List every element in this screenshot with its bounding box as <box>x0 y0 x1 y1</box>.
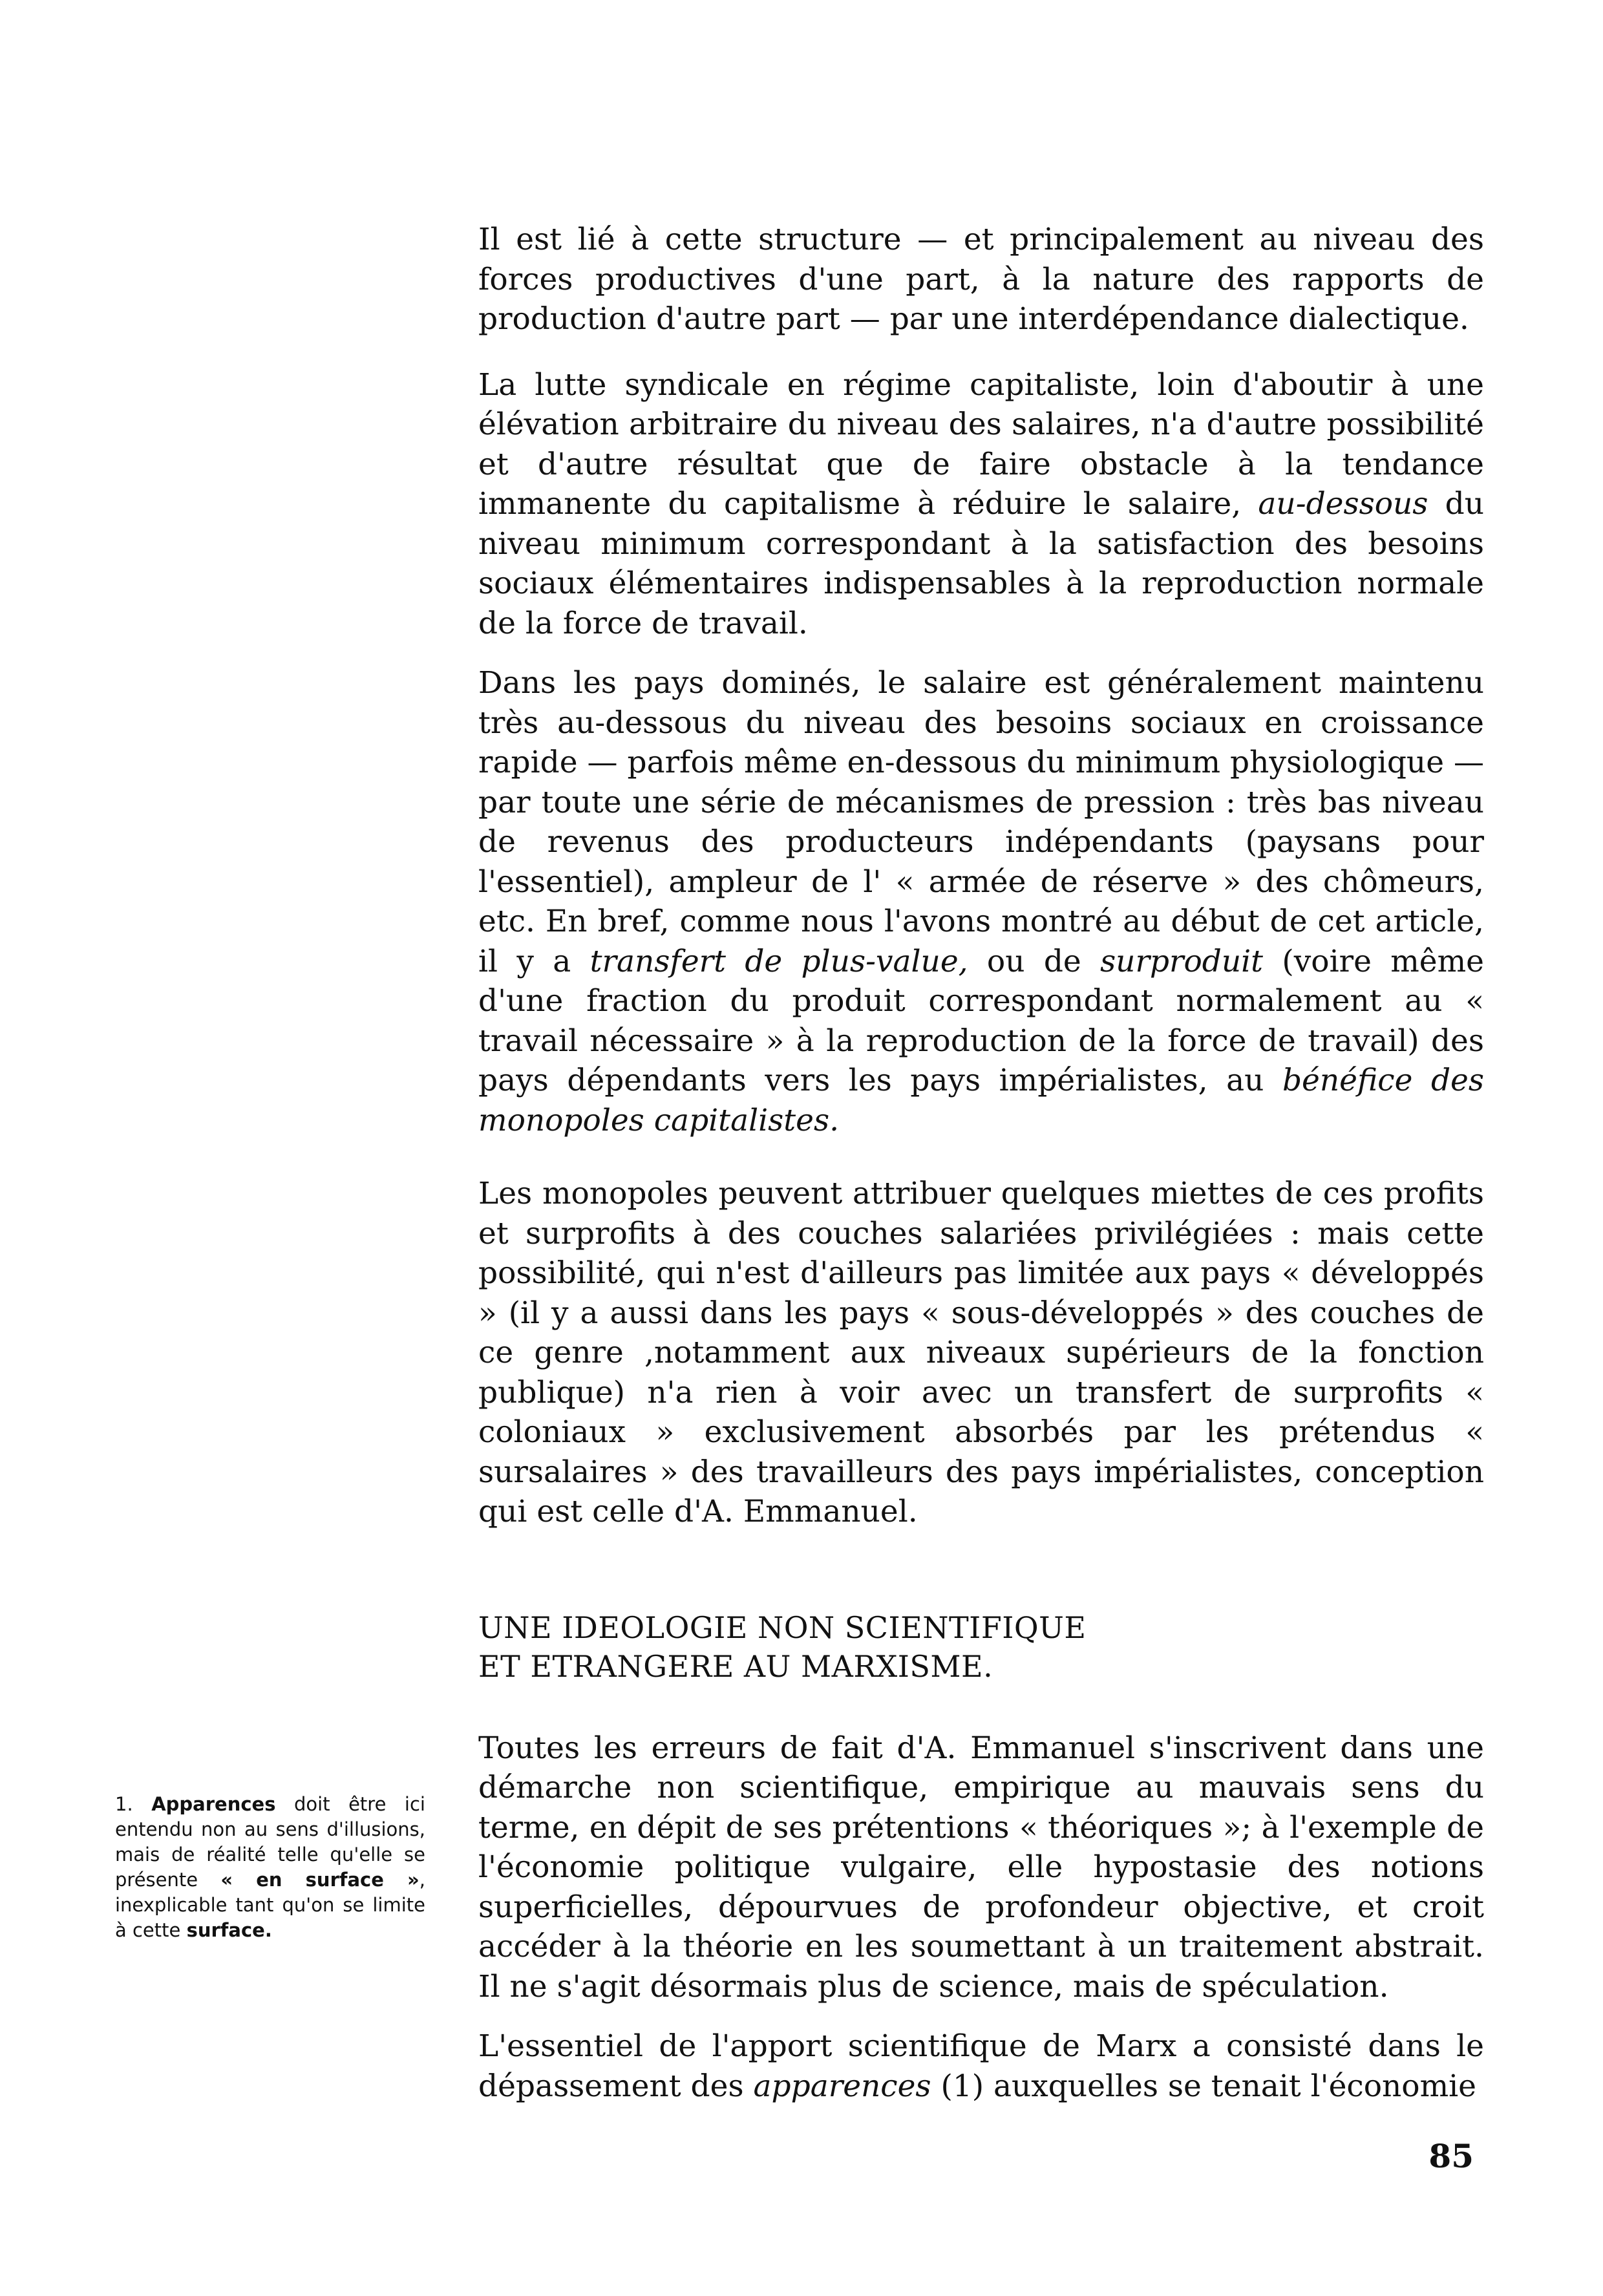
paragraph-3-text-b: ou de <box>968 943 1101 979</box>
paragraph-6 <box>478 2026 1484 2106</box>
paragraph-1: Il est lié à cette structure — et principalement au niveau des forces productives d'une part, à la nature des rapports de production d'autre part — par une interdépendance dialectique. <box>478 222 1484 337</box>
paragraph-3-text-c: (voire même d'une fraction du produit correspondant normalement au « travail nécessaire » à la reproduction de la force de travail) des pays dépendants vers les pays impérialistes, au <box>478 943 1484 1098</box>
footnote-term: Apparences <box>151 1793 276 1815</box>
section-heading-line-2: ET ETRANGERE AU MARXISME. <box>478 1648 993 1684</box>
section-heading-line-1: UNE IDEOLOGIE NON SCIENTIFIQUE <box>478 1610 1087 1645</box>
paragraph-3 <box>478 663 1484 1140</box>
footnote-text-b: , inexplicable tant qu'on se limite à cette <box>115 1869 426 1941</box>
paragraph-3-text-a: Dans les pays dominés, le salaire est généralement maintenu très au-dessous du niveau des besoins sociaux en croissance rapide — parfois même en-dessous du minimum physiologique — par toute une série de mécanismes de pression : très bas niveau de revenus des producteurs indépendants (paysans pour l'essentiel), ampleur de l' « armée de réserve » des chômeurs, etc. En bref, comme nous l'avons montré au début de cet article, il y a <box>478 665 1484 979</box>
paragraph-6-text-b: (1) auxquelles se tenait l'économie <box>931 2068 1476 2104</box>
main-text-column <box>478 220 1484 2126</box>
footnote <box>115 1792 425 1943</box>
paragraph-6-text-a: L'essentiel de l'apport scientifique de Marx a consisté dans le dépassement des <box>478 2028 1484 2104</box>
paragraph-3-italic-c: bénéfice des monopoles capitalistes. <box>478 1063 1484 1138</box>
footnote-bold-b: surface. <box>186 1919 272 1941</box>
paragraph-3-italic-a: transfert de plus-value, <box>589 943 968 979</box>
paragraph-5: Toutes les erreurs de fait d'A. Emmanuel s'inscrivent dans une démarche non scientifique, empirique au mauvais sens du terme, en dépit de ses prétentions « théoriques »; à l'exemple de l'économie politique vulgaire, elle hypostasie des notions superficielles, dépourvues de profondeur objective, et croit accéder à la théorie en les soumettant à un traitement abstrait. Il ne s'agit désormais plus de science, mais de spéculation. <box>478 1730 1484 2004</box>
footnote-number: 1. <box>115 1793 133 1815</box>
paragraph-2-italic: au-dessous <box>1258 486 1428 522</box>
paragraph-6-italic: apparences <box>753 2068 931 2104</box>
section-heading <box>478 1608 1484 1686</box>
page-number: 85 <box>1428 2137 1474 2175</box>
paragraph-2-text-b: du niveau minimum correspondant à la satisfaction des besoins sociaux élémentaires indispensables à la reproduction normale de la force de travail. <box>478 486 1484 641</box>
paragraph-2-text-a: La lutte syndicale en régime capitaliste, loin d'aboutir à une élévation arbitraire du niveau des salaires, n'a d'autre possibilité et d'autre résultat que de faire obstacle à la tendance immanente du capitalisme à réduire le salaire, <box>478 367 1484 522</box>
paragraph-2 <box>478 365 1484 644</box>
paragraph-4: Les monopoles peuvent attribuer quelques miettes de ces profits et surprofits à des couches salariées privilégiées : mais cette possibilité, qui n'est d'ailleurs pas limitée aux pays « développés » (il y a aussi dans les pays « sous-développés » des couches de ce genre ,notamment aux niveaux supérieurs de la fonction publique) n'a rien à voir avec un transfert de surprofits « coloniaux » exclusivement absorbés par les prétendus « sursalaires » des travailleurs des pays impérialistes, conception qui est celle d'A. Emmanuel. <box>478 1176 1484 1529</box>
footnote-bold-a: « en surface » <box>220 1869 419 1891</box>
footnote-text-a: doit être ici entendu non au sens d'illusions, mais de réalité telle qu'elle se présente <box>115 1793 425 1891</box>
paragraph-3-italic-b: surproduit <box>1100 943 1264 979</box>
